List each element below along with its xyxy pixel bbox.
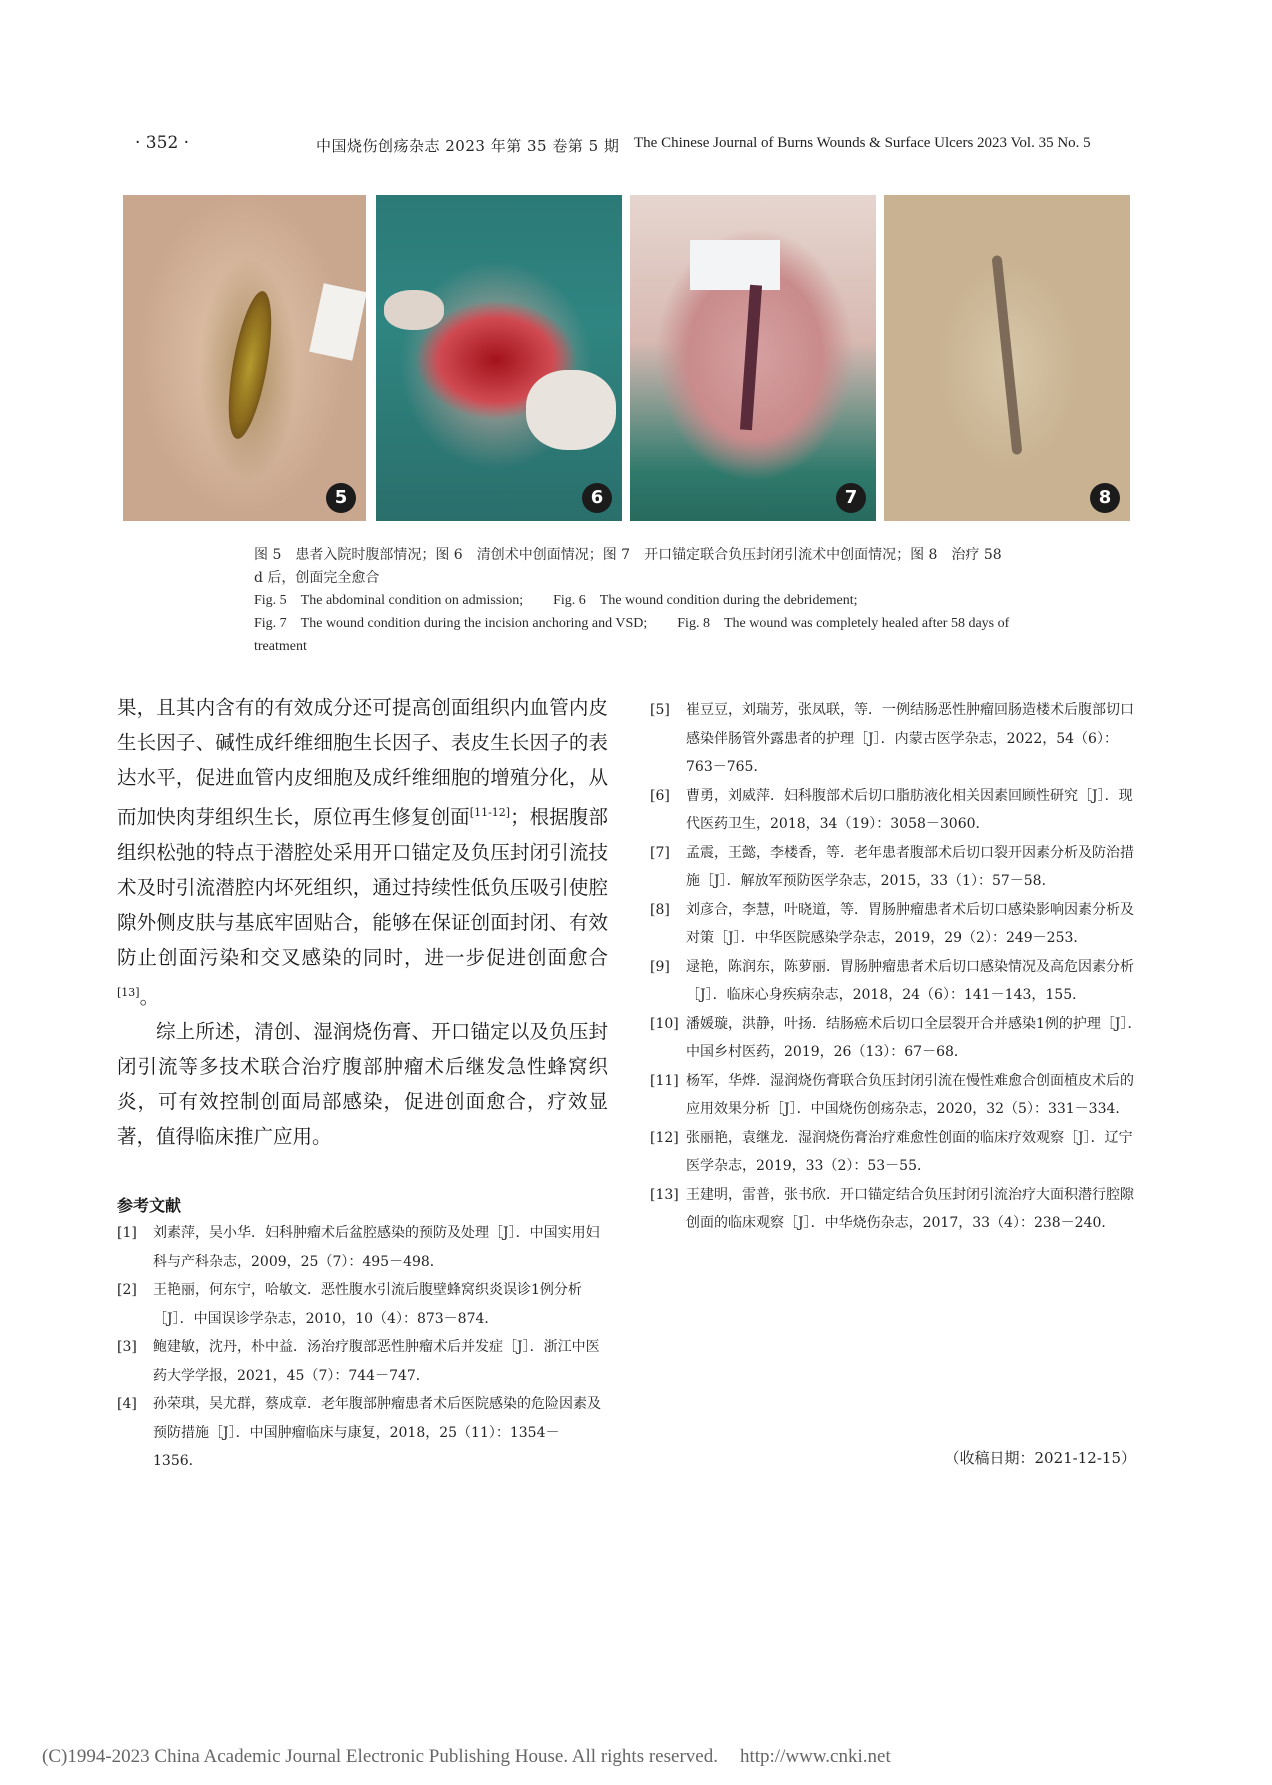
reference-text: 王建明，雷普，张书欣．开口锚定结合负压封闭引流治疗大面积潜行腔隙创面的临床观察［J］．中华烧伤杂志，2017，33（4）：238－240． — [686, 1186, 1134, 1231]
caption-en-fig6: Fig. 6 The wound condition during the debridement; — [553, 593, 858, 608]
reference-item — [117, 1390, 609, 1476]
figure-6-photo — [376, 195, 622, 521]
caption-en-fig5: Fig. 5 The abdominal condition on admission; — [254, 593, 524, 608]
reference-item — [650, 953, 1142, 1010]
reference-text: 孟震，王懿，李楼香，等．老年患者腹部术后切口裂开因素分析及防治措施［J］．解放军预防医学杂志，2015，33（1）：57－58． — [686, 844, 1134, 889]
figure-number-badge: 8 — [1090, 483, 1120, 513]
body-text-span: 果，且其内含有的有效成分还可提高创面组织内血管内皮生长因子、碱性成纤维细胞生长因子、表皮生长因子的表达水平，促进血管内皮细胞及成纤维细胞的增殖分化，从而加快肉芽组织生长，原位再生修复创面 — [117, 696, 608, 829]
references-title: 参考文献 — [117, 1196, 182, 1215]
body-text-span: ；根据腹部组织松弛的特点于潜腔处采用开口锚定及负压封闭引流技术及时引流潜腔内坏死组织，通过持续性低负压吸引使腔隙外侧皮肤与基底牢固贴合，能够在保证创面封闭、有效防止创面污染和交叉感染的同时，进一步促进创面愈合 — [117, 805, 608, 969]
references-left-column — [117, 1219, 609, 1476]
reference-item — [117, 1219, 609, 1276]
wound-region — [220, 288, 280, 442]
reference-number: [10] — [650, 1015, 679, 1032]
reference-item — [117, 1333, 609, 1390]
page-number: · 352 · — [135, 133, 190, 153]
figure-caption-cn: 图 5 患者入院时腹部情况；图 6 清创术中创面情况；图 7 开口锚定联合负压封闭引流术中创面情况；图 8 治疗 58 d 后，创面完全愈合 — [254, 547, 1002, 586]
journal-header-en: The Chinese Journal of Burns Wounds & Surface Ulcers 2023 Vol. 35 No. 5 — [634, 135, 1091, 151]
reference-number: [12] — [650, 1129, 679, 1146]
citation: [11-12] — [469, 806, 511, 819]
reference-number: [13] — [650, 1186, 679, 1203]
suture-line — [740, 285, 762, 430]
journal-header-cn: 中国烧伤创疡杂志 2023 年第 35 卷第 5 期 — [316, 137, 620, 155]
footer-url: http://www.cnki.net — [739, 1746, 891, 1767]
reference-item — [650, 1067, 1142, 1124]
reference-number: [11] — [650, 1072, 679, 1089]
reference-item — [117, 1276, 609, 1333]
reference-text: 孙荣琪，吴尤群，蔡成章．老年腹部肿瘤患者术后医院感染的危险因素及预防措施［J］．中国肿瘤临床与康复，2018，25（11）：1354－1356． — [153, 1396, 601, 1469]
reference-number: [9] — [650, 958, 670, 975]
reference-text: 杨军，华烨．湿润烧伤膏联合负压封闭引流在慢性难愈合创面植皮术后的应用效果分析［J］．中国烧伤创疡杂志，2020，32（5）：331－334． — [686, 1072, 1134, 1117]
reference-number: [5] — [650, 702, 670, 718]
specimen-label-card — [690, 240, 780, 290]
figure-7-photo — [630, 195, 876, 521]
reference-text: 逯艳，陈润东，陈萝丽．胃肠肿瘤患者术后切口感染情况及高危因素分析［J］．临床心身疾病杂志，2018，24（6）：141－143，155． — [686, 958, 1134, 1003]
reference-item — [650, 896, 1142, 953]
reference-text: 潘媛璇，洪静，叶扬．结肠癌术后切口全层裂开合并感染1例的护理［J］．中国乡村医药，2019，26（13）：67－68． — [686, 1015, 1142, 1060]
figure-number-badge: 6 — [582, 483, 612, 513]
figure-caption-en — [254, 589, 1014, 658]
reference-number: [3] — [117, 1339, 137, 1355]
reference-text: 王艳丽，何东宁，哈敏文．恶性腹水引流后腹壁蜂窝织炎误诊1例分析［J］．中国误诊学杂志，2010，10（4）：873－874． — [153, 1282, 582, 1327]
reference-number: [1] — [117, 1225, 137, 1241]
reference-number: [6] — [650, 787, 670, 804]
copyright-footer — [42, 1746, 891, 1768]
reference-number: [2] — [117, 1282, 137, 1298]
references-right-column — [650, 696, 1142, 1238]
reference-text: 张丽艳，袁继龙．湿润烧伤膏治疗难愈性创面的临床疗效观察［J］．辽宁医学杂志，2019，33（2）：53－55． — [686, 1129, 1133, 1174]
body-paragraph — [117, 690, 608, 1014]
healed-scar — [992, 255, 1023, 455]
body-text — [117, 690, 608, 1154]
reference-number: [7] — [650, 844, 670, 861]
figure-number-badge: 5 — [326, 483, 356, 513]
received-date: （收稿日期：2021-12-15） — [944, 1449, 1136, 1467]
reference-text: 曹勇，刘威萍．妇科腹部术后切口脂肪液化相关因素回顾性研究［J］．现代医药卫生，2018，34（19）：3058－3060． — [686, 787, 1133, 832]
body-paragraph: 综上所述，清创、湿润烧伤膏、开口锚定以及负压封闭引流等多技术联合治疗腹部肿瘤术后继发急性蜂窝织炎，可有效控制创面局部感染，促进创面愈合，疗效显著，值得临床推广应用。 — [117, 1020, 608, 1148]
reference-number: [8] — [650, 901, 670, 918]
reference-item — [650, 696, 1142, 782]
caption-en-fig7: Fig. 7 The wound condition during the incision anchoring and VSD; — [254, 616, 648, 631]
reference-text: 刘素萍，吴小华．妇科肿瘤术后盆腔感染的预防及处理［J］．中国实用妇科与产科杂志，2009，25（7）：495－498． — [153, 1225, 600, 1270]
reference-text: 鲍建敏，沈丹，朴中益．汤治疗腹部恶性肿瘤术后并发症［J］．浙江中医药大学学报，2021，45（7）：744－747． — [153, 1339, 600, 1384]
copyright-text: (C)1994-2023 China Academic Journal Electronic Publishing House. All rights reserved. — [42, 1746, 718, 1767]
gloved-hand — [526, 370, 616, 450]
figure-8-photo — [884, 195, 1130, 521]
reference-text: 崔豆豆，刘瑞芳，张凤联，等．一例结肠恶性肿瘤回肠造楼术后腹部切口感染伴肠管外露患者的护理［J］．内蒙古医学杂志，2022，54（6）：763－765． — [686, 702, 1134, 775]
citation: [13] — [117, 985, 140, 999]
gloved-hand — [384, 290, 444, 330]
figure-number-badge: 7 — [836, 483, 866, 513]
reference-item — [650, 1181, 1142, 1238]
figure-5-photo — [123, 195, 366, 521]
reference-item — [650, 1010, 1142, 1067]
reference-item — [650, 782, 1142, 839]
body-text-span: 。 — [139, 985, 160, 1008]
reference-number: [4] — [117, 1396, 137, 1412]
reference-text: 刘彦合，李慧，叶晓道，等．胃肠肿瘤患者术后切口感染影响因素分析及对策［J］．中华医院感染学杂志，2019，29（2）：249－253． — [686, 901, 1134, 946]
reference-item — [650, 1124, 1142, 1181]
reference-item — [650, 839, 1142, 896]
dressing-pad — [309, 283, 366, 361]
caption-en-fig8: Fig. 8 The wound was completely healed after 58 days of treatment — [254, 616, 1010, 654]
